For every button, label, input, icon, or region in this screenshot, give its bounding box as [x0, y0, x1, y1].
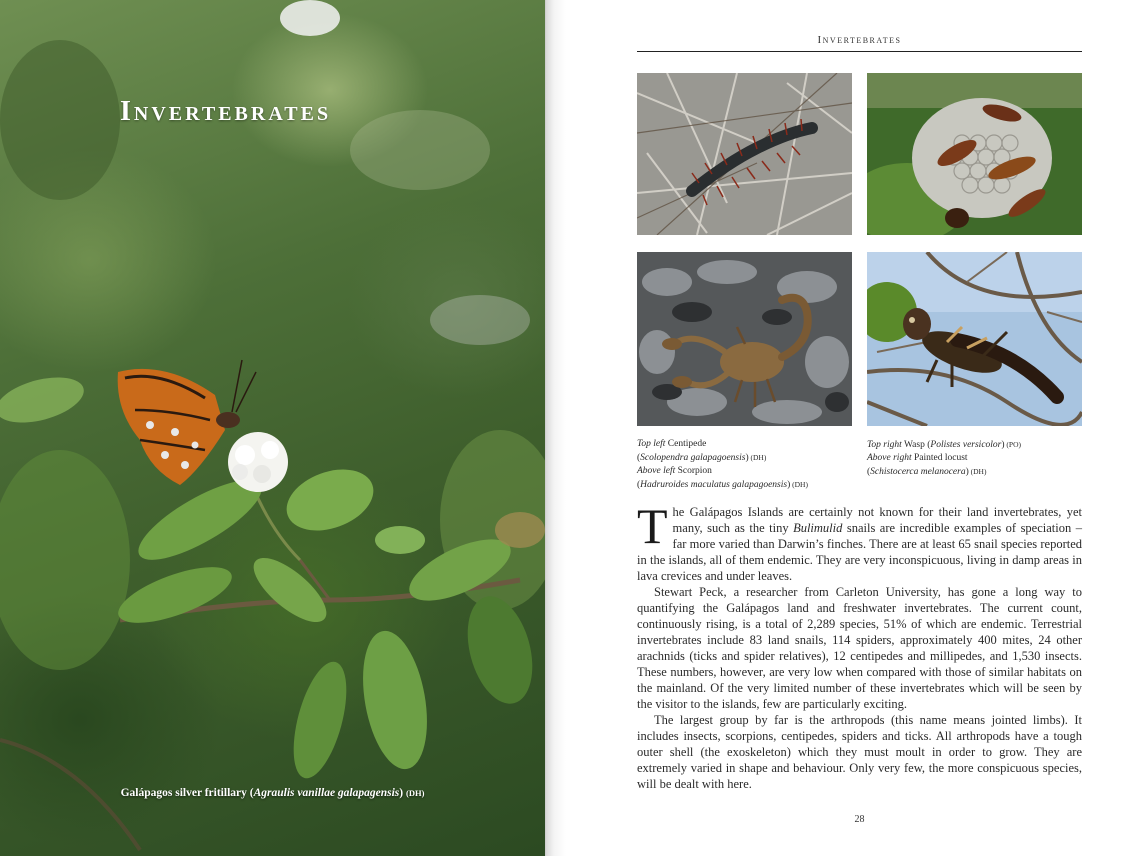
- caption-left-column: [637, 438, 808, 492]
- paragraph-2: Stewart Peck, a researcher from Carleton University, has gone a long way to quantifying the Galápagos land and freshwater invertebrates. The current count, continuously rising, is a total of 2,289 species, 51% of which are endemic. Terrestrial invertebrates include 83 land snails, 114 spiders, approximately 400 mites, 24 other arachnids (ticks and spider relatives), 12 centipedes and millipedes, and 1,530 insects. These numbers, however, are very low when compared with those of similar habitats on the mainland. Of the very limited number of these invertebrates which will be seen by the visitor to the islands, few are particularly exciting.: [637, 585, 1082, 711]
- caption-line-centipede-scientific: [637, 451, 808, 465]
- caption-paren: (: [867, 467, 871, 477]
- caption-common-name: Centipede: [665, 439, 707, 449]
- caption-close-paren: ): [399, 787, 404, 799]
- caption-position-label: Top right: [867, 440, 902, 450]
- wasp-photo: [867, 73, 1082, 235]
- caption-line-locust-scientific: [867, 465, 1021, 479]
- caption-position-label: Above left: [637, 466, 676, 476]
- caption-scientific-name: Agraulis vanillae galapagensis: [253, 787, 400, 799]
- caption-paren: (: [637, 480, 641, 490]
- butterfly-photo: [0, 0, 545, 856]
- caption-paren: ): [745, 453, 749, 463]
- caption-common-name: Galápagos silver fritillary (: [120, 787, 254, 799]
- caption-line-scorpion-scientific: [637, 478, 808, 492]
- caption-paren: ): [965, 467, 969, 477]
- caption-credit: (DH): [790, 480, 808, 489]
- paragraph-1-text-cont: snails are incredible examples of speciation – far more varied than Darwin’s finches. There are at least 65 snail species reported in the islands, all of them endemic. They are very inconspicuous, living in damp areas in lava crevices and under leaves.: [637, 521, 1082, 583]
- caption-common-name: Wasp (: [901, 440, 931, 450]
- caption-line-scorpion: [637, 465, 808, 478]
- photo-caption: [0, 787, 545, 799]
- caption-position-label: Above right: [867, 453, 912, 463]
- caption-credit: (DH): [748, 453, 767, 462]
- caption-credit: (PO): [1004, 440, 1022, 449]
- caption-paren: ): [1001, 440, 1005, 450]
- paragraph-1-emphasis: Bulimulid: [793, 521, 843, 535]
- caption-line-centipede: [637, 438, 808, 451]
- scorpion-photo: [637, 252, 852, 426]
- running-head: Invertebrates: [817, 34, 902, 46]
- caption-common-name: Painted locust: [911, 453, 968, 463]
- caption-scientific-name: Schistocerca melanocera: [870, 467, 966, 477]
- caption-line-locust: [867, 452, 1021, 465]
- caption-credit: (DH): [968, 467, 987, 476]
- caption-scientific-name: Hadruroides maculatus galapagoensis: [640, 480, 788, 490]
- drop-cap: T: [637, 498, 668, 554]
- caption-right-column: [867, 438, 1021, 479]
- caption-scientific-name: Polistes versicolor: [930, 440, 1002, 450]
- caption-paren: (: [637, 453, 641, 463]
- centipede-photo: [637, 73, 852, 235]
- page-number: 28: [854, 814, 865, 825]
- caption-paren: ): [787, 480, 791, 490]
- caption-credit: (DH): [405, 788, 425, 798]
- paragraph-1: [637, 498, 1082, 584]
- caption-scientific-name: Scolopendra galapagoensis: [640, 453, 746, 463]
- running-head-rule: [637, 51, 1082, 52]
- chapter-title: Invertebrates: [120, 96, 332, 127]
- caption-position-label: Top left: [637, 439, 666, 449]
- locust-photo: [867, 252, 1082, 426]
- caption-line-wasp: [867, 438, 1021, 452]
- caption-common-name: Scorpion: [675, 466, 712, 476]
- paragraph-3: The largest group by far is the arthropods (this name means jointed limbs). It includes insects, scorpions, centipedes, spiders and ticks. All arthropods have a tough outer shell (the exoskeleton) which they must moult in order to grow. They are extremely varied in shape and behaviour. Only very few, the more conspicuous species, will be dealt with here.: [637, 713, 1082, 791]
- paragraph-1-text: he Galápagos Islands are certainly not known for their land invertebrates, yet many, such as the tiny: [672, 505, 1082, 535]
- page-gutter: [545, 0, 566, 856]
- body-text: [637, 498, 1082, 792]
- left-page-photo: [0, 0, 545, 856]
